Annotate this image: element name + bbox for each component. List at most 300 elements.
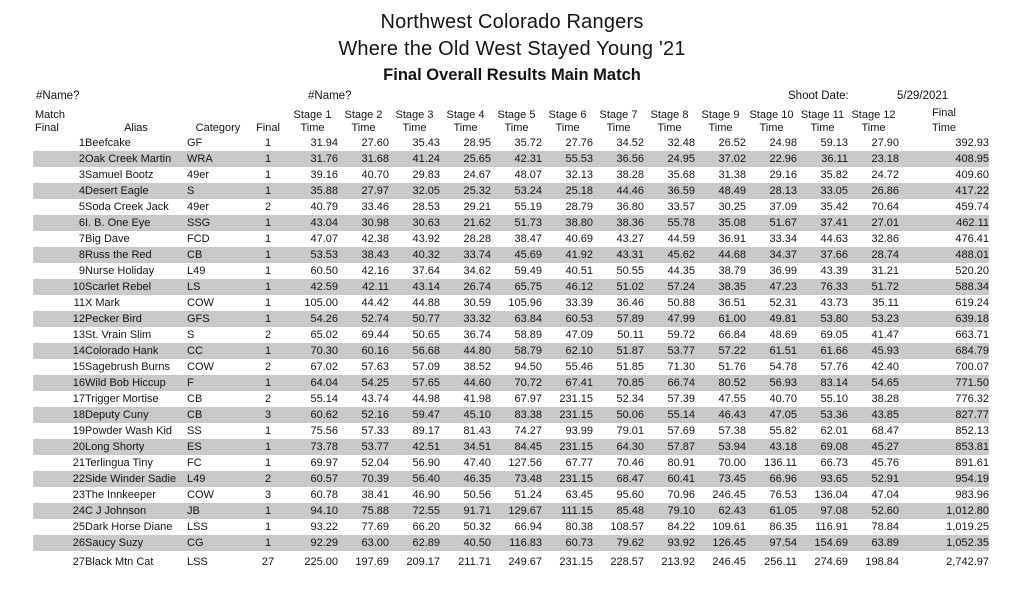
cell-stage-4-time: 34.51	[463, 441, 491, 453]
cell-category: GFS	[187, 313, 210, 325]
cell-stage-10-time: 29.16	[769, 169, 797, 181]
cell-stage-11-time: 59.13	[820, 137, 848, 149]
cell-stage-3-time: 40.32	[412, 249, 440, 261]
cell-match-final: 19	[72, 425, 85, 437]
cell-stage-9-time: 30.25	[718, 201, 746, 213]
cell-final: 1	[264, 505, 272, 517]
cell-stage-3-time: 56.68	[412, 345, 440, 357]
table-row	[33, 407, 989, 423]
meta-row	[0, 90, 1024, 106]
cell-stage-8-time: 55.14	[667, 409, 695, 421]
cell-stage-1-time: 64.04	[310, 377, 338, 389]
col-header-bottom-label: Category	[195, 122, 241, 134]
cell-stage-2-time: 75.88	[361, 505, 389, 517]
col-header-final-time	[899, 107, 989, 135]
cell-match-final: 14	[72, 345, 85, 357]
cell-stage-6-time: 62.10	[565, 345, 593, 357]
cell-stage-5-time: 105.96	[508, 297, 542, 309]
cell-category: LSS	[187, 556, 208, 568]
cell-final-time: 639.18	[955, 313, 989, 325]
cell-alias: Nurse Holiday	[85, 265, 155, 277]
cell-category: CG	[187, 537, 204, 549]
cell-stage-2-time: 60.16	[361, 345, 389, 357]
cell-stage-7-time: 36.80	[616, 201, 644, 213]
cell-stage-4-time: 33.74	[463, 249, 491, 261]
cell-match-final: 26	[72, 537, 85, 549]
col-header-top-label: Stage 11	[800, 109, 845, 121]
name-error-center: #Name?	[308, 90, 352, 102]
cell-stage-8-time: 50.88	[667, 297, 695, 309]
cell-stage-3-time: 57.65	[412, 377, 440, 389]
cell-final-time: 2,742.97	[946, 556, 989, 568]
cell-stage-9-time: 61.00	[718, 313, 746, 325]
cell-stage-12-time: 47.04	[871, 489, 899, 501]
cell-match-final: 25	[72, 521, 85, 533]
cell-alias: Deputy Cuny	[85, 409, 149, 421]
cell-stage-10-time: 136.11	[764, 457, 797, 469]
col-header-stage-2	[338, 107, 389, 135]
cell-alias: Saucy Suzy	[85, 537, 144, 549]
cell-final: 1	[264, 153, 272, 165]
cell-category: S	[187, 185, 195, 197]
cell-final: 1	[264, 313, 272, 325]
cell-alias: Long Shorty	[85, 441, 145, 453]
col-header-top-label: Stage 9	[701, 109, 740, 121]
col-header-top-label: Stage 12	[851, 109, 896, 121]
col-header-top-label: Stage 7	[599, 109, 638, 121]
col-header-top-label: Stage 4	[446, 109, 485, 121]
cell-stage-12-time: 31.21	[871, 265, 899, 277]
cell-stage-5-time: 45.69	[514, 249, 542, 261]
cell-stage-1-time: 93.22	[310, 521, 338, 533]
cell-stage-5-time: 66.94	[514, 521, 542, 533]
cell-match-final: 6	[78, 217, 85, 229]
table-row	[33, 167, 989, 183]
table-row	[33, 295, 989, 311]
cell-stage-11-time: 154.69	[814, 537, 848, 549]
cell-stage-10-time: 76.53	[769, 489, 797, 501]
cell-stage-4-time: 25.65	[463, 153, 491, 165]
cell-stage-1-time: 31.94	[310, 137, 338, 149]
cell-stage-5-time: 84.45	[514, 441, 542, 453]
cell-stage-12-time: 54.65	[871, 377, 899, 389]
cell-alias: Terlingua Tiny	[85, 457, 153, 469]
cell-stage-9-time: 246.45	[712, 489, 746, 501]
cell-stage-6-time: 60.73	[565, 537, 593, 549]
col-header-bottom-label: Alias	[124, 122, 148, 134]
cell-stage-10-time: 36.99	[769, 265, 797, 277]
cell-stage-8-time: 84.22	[667, 521, 695, 533]
cell-stage-1-time: 60.57	[310, 473, 338, 485]
cell-stage-4-time: 34.62	[463, 265, 491, 277]
cell-stage-3-time: 66.20	[412, 521, 440, 533]
cell-stage-7-time: 36.56	[616, 153, 644, 165]
cell-final: 2	[264, 393, 272, 405]
cell-stage-8-time: 57.24	[667, 281, 695, 293]
cell-stage-2-time: 77.69	[361, 521, 389, 533]
cell-stage-7-time: 50.11	[617, 329, 644, 341]
cell-stage-6-time: 40.69	[565, 233, 593, 245]
cell-stage-5-time: 59.49	[514, 265, 542, 277]
cell-category: JB	[187, 505, 200, 517]
cell-stage-11-time: 116.91	[815, 521, 848, 533]
cell-stage-4-time: 28.28	[463, 233, 491, 245]
table-row	[33, 263, 989, 279]
col-header-stage-1	[287, 107, 338, 135]
cell-alias: X Mark	[85, 297, 120, 309]
table-row	[33, 183, 989, 199]
cell-stage-1-time: 105.00	[304, 297, 338, 309]
cell-stage-9-time: 80.52	[718, 377, 746, 389]
col-header-bottom-label: Final	[256, 122, 280, 134]
col-header-bottom-label: Time	[759, 122, 784, 134]
cell-category: F	[187, 377, 194, 389]
cell-stage-6-time: 60.53	[565, 313, 593, 325]
cell-final: 1	[264, 441, 272, 453]
cell-final: 2	[264, 361, 272, 373]
cell-stage-10-time: 47.05	[769, 409, 797, 421]
cell-stage-3-time: 29.83	[412, 169, 440, 181]
cell-alias: Russ the Red	[85, 249, 152, 261]
cell-stage-4-time: 44.80	[463, 345, 491, 357]
cell-stage-3-time: 62.89	[412, 537, 440, 549]
cell-stage-12-time: 41.47	[871, 329, 899, 341]
cell-stage-8-time: 93.92	[667, 537, 695, 549]
cell-match-final: 9	[78, 265, 85, 277]
cell-alias: Beefcake	[85, 137, 131, 149]
table-row	[33, 311, 989, 327]
cell-stage-8-time: 24.95	[667, 153, 695, 165]
cell-stage-3-time: 35.43	[412, 137, 440, 149]
cell-stage-3-time: 209.17	[406, 556, 440, 568]
cell-stage-8-time: 35.68	[667, 169, 695, 181]
cell-stage-9-time: 26.52	[718, 137, 746, 149]
cell-stage-4-time: 41.98	[463, 393, 491, 405]
cell-alias: Side Winder Sadie	[85, 473, 177, 485]
cell-final-time: 476.41	[955, 233, 989, 245]
cell-stage-6-time: 67.77	[565, 457, 593, 469]
col-header-final	[249, 107, 287, 135]
cell-category: CB	[187, 409, 203, 421]
col-header-bottom-label: Final	[35, 122, 59, 134]
cell-stage-5-time: 70.72	[514, 377, 542, 389]
cell-alias: Samuel Bootz	[85, 169, 154, 181]
col-header-top-label: Stage 8	[650, 109, 689, 121]
cell-stage-1-time: 75.56	[310, 425, 338, 437]
cell-stage-10-time: 256.11	[764, 556, 797, 568]
cell-stage-11-time: 97.08	[820, 505, 848, 517]
cell-stage-1-time: 42.59	[310, 281, 338, 293]
cell-final-time: 588.34	[955, 281, 989, 293]
cell-stage-11-time: 76.33	[820, 281, 848, 293]
cell-category: COW	[187, 361, 214, 373]
cell-stage-2-time: 27.60	[361, 137, 389, 149]
cell-stage-8-time: 57.87	[667, 441, 695, 453]
cell-stage-7-time: 70.46	[616, 457, 644, 469]
cell-stage-3-time: 37.64	[412, 265, 440, 277]
cell-stage-7-time: 64.30	[616, 441, 644, 453]
cell-stage-10-time: 48.69	[769, 329, 797, 341]
results-table	[33, 107, 989, 568]
cell-stage-1-time: 70.30	[310, 345, 338, 357]
name-error-left: #Name?	[36, 90, 80, 102]
cell-stage-10-time: 86.35	[769, 521, 797, 533]
cell-stage-8-time: 45.62	[667, 249, 695, 261]
cell-stage-9-time: 38.35	[718, 281, 746, 293]
shoot-date-value: 5/29/2021	[897, 90, 949, 102]
cell-stage-5-time: 65.75	[514, 281, 542, 293]
cell-alias: Big Dave	[85, 233, 130, 245]
cell-final-time: 852.13	[955, 425, 989, 437]
cell-stage-10-time: 24.98	[769, 137, 797, 149]
header-row	[33, 107, 989, 135]
cell-stage-2-time: 42.38	[361, 233, 389, 245]
cell-stage-8-time: 57.69	[667, 425, 695, 437]
cell-stage-2-time: 42.11	[362, 281, 389, 293]
cell-stage-2-time: 38.41	[361, 489, 389, 501]
cell-stage-7-time: 51.85	[616, 361, 644, 373]
cell-stage-5-time: 67.97	[514, 393, 542, 405]
org-title: Northwest Colorado Rangers	[380, 11, 644, 33]
cell-stage-12-time: 28.74	[871, 249, 899, 261]
cell-match-final: 21	[72, 457, 85, 469]
col-header-bottom-label: Time	[402, 122, 427, 134]
cell-alias: Colorado Hank	[85, 345, 159, 357]
cell-stage-5-time: 55.19	[514, 201, 542, 213]
col-header-match-final	[33, 107, 85, 135]
cell-stage-4-time: 40.50	[463, 537, 491, 549]
cell-stage-2-time: 31.68	[361, 153, 389, 165]
cell-stage-6-time: 55.46	[565, 361, 593, 373]
cell-stage-7-time: 228.57	[610, 556, 644, 568]
cell-category: 49er	[187, 169, 210, 181]
table-row	[33, 439, 989, 455]
cell-stage-11-time: 33.05	[820, 185, 848, 197]
cell-stage-7-time: 68.47	[616, 473, 644, 485]
cell-stage-4-time: 50.32	[463, 521, 491, 533]
cell-stage-8-time: 44.59	[667, 233, 695, 245]
cell-stage-3-time: 44.88	[412, 297, 440, 309]
cell-stage-2-time: 40.70	[361, 169, 389, 181]
cell-final: 2	[264, 329, 272, 341]
cell-final: 1	[264, 265, 272, 277]
cell-final: 1	[264, 185, 272, 197]
col-header-stage-3	[389, 107, 440, 135]
cell-final: 1	[264, 137, 272, 149]
col-header-stage-9	[695, 107, 746, 135]
cell-alias: Oak Creek Martin	[85, 153, 172, 165]
cell-stage-9-time: 48.49	[718, 185, 746, 197]
cell-match-final: 4	[78, 185, 85, 197]
col-header-bottom-label: Time	[657, 122, 682, 134]
cell-stage-12-time: 23.18	[871, 153, 899, 165]
cell-final-time: 462.11	[956, 217, 989, 229]
cell-stage-9-time: 70.00	[718, 457, 746, 469]
col-header-top-label: Stage 2	[344, 109, 383, 121]
cell-alias: The Innkeeper	[85, 489, 156, 501]
cell-stage-4-time: 91.71	[463, 505, 491, 517]
cell-stage-7-time: 52.34	[616, 393, 644, 405]
cell-stage-10-time: 52.31	[769, 297, 797, 309]
cell-stage-5-time: 35.72	[514, 137, 542, 149]
col-header-bottom-label: Time	[810, 122, 835, 134]
cell-stage-2-time: 33.46	[361, 201, 389, 213]
cell-stage-4-time: 24.67	[463, 169, 491, 181]
cell-stage-3-time: 72.55	[412, 505, 440, 517]
cell-stage-10-time: 97.54	[769, 537, 797, 549]
cell-stage-3-time: 32.05	[412, 185, 440, 197]
cell-stage-5-time: 116.83	[509, 537, 542, 549]
cell-match-final: 20	[72, 441, 85, 453]
cell-stage-1-time: 31.76	[310, 153, 338, 165]
table-row	[33, 343, 989, 359]
cell-alias: Wild Bob Hiccup	[85, 377, 166, 389]
cell-stage-6-time: 93.99	[565, 425, 593, 437]
cell-stage-7-time: 38.28	[616, 169, 644, 181]
cell-stage-1-time: 43.04	[310, 217, 338, 229]
cell-stage-12-time: 52.60	[871, 505, 899, 517]
cell-stage-11-time: 35.82	[820, 169, 848, 181]
col-header-stage-7	[593, 107, 644, 135]
table-row	[33, 327, 989, 343]
cell-stage-9-time: 44.68	[718, 249, 746, 261]
cell-stage-12-time: 45.76	[871, 457, 899, 469]
cell-alias: Desert Eagle	[85, 185, 149, 197]
cell-stage-10-time: 40.70	[769, 393, 797, 405]
cell-stage-1-time: 60.50	[310, 265, 338, 277]
cell-stage-12-time: 42.40	[871, 361, 899, 373]
cell-stage-7-time: 51.02	[616, 281, 644, 293]
table-row	[33, 279, 989, 295]
col-header-bottom-label: Time	[555, 122, 580, 134]
cell-stage-4-time: 47.40	[463, 457, 491, 469]
col-header-stage-4	[440, 107, 491, 135]
cell-stage-2-time: 63.00	[361, 537, 389, 549]
cell-stage-6-time: 27.76	[565, 137, 593, 149]
cell-category: CC	[187, 345, 203, 357]
cell-stage-1-time: 35.88	[310, 185, 338, 197]
cell-stage-2-time: 69.44	[361, 329, 389, 341]
cell-stage-10-time: 54.78	[769, 361, 797, 373]
cell-stage-1-time: 92.29	[310, 537, 338, 549]
cell-stage-2-time: 197.69	[355, 556, 389, 568]
table-row	[33, 487, 989, 503]
cell-final: 1	[264, 169, 272, 181]
cell-stage-6-time: 55.53	[565, 153, 593, 165]
col-header-top-label: Stage 10	[749, 109, 794, 121]
cell-stage-10-time: 33.34	[769, 233, 797, 245]
table-row	[33, 535, 989, 551]
cell-stage-5-time: 51.24	[514, 489, 542, 501]
cell-match-final: 10	[72, 281, 85, 293]
cell-stage-9-time: 46.43	[718, 409, 746, 421]
cell-stage-12-time: 78.84	[871, 521, 899, 533]
table-row	[33, 423, 989, 439]
cell-category: ES	[187, 441, 202, 453]
cell-stage-6-time: 40.51	[565, 265, 593, 277]
cell-final: 2	[264, 201, 272, 213]
cell-stage-11-time: 35.42	[820, 201, 848, 213]
cell-final-time: 392.93	[955, 137, 989, 149]
cell-stage-2-time: 52.74	[361, 313, 389, 325]
cell-category: FCD	[187, 233, 210, 245]
col-header-bottom-label: Time	[931, 122, 957, 134]
cell-stage-7-time: 50.06	[616, 409, 644, 421]
cell-stage-7-time: 95.60	[616, 489, 644, 501]
cell-stage-9-time: 31.38	[718, 169, 746, 181]
cell-stage-5-time: 53.24	[514, 185, 542, 197]
cell-stage-8-time: 44.35	[667, 265, 695, 277]
cell-stage-1-time: 69.97	[310, 457, 338, 469]
cell-category: L49	[187, 265, 206, 277]
cell-stage-12-time: 45.93	[871, 345, 899, 357]
cell-stage-4-time: 29.21	[463, 201, 491, 213]
cell-stage-2-time: 38.43	[361, 249, 389, 261]
cell-final: 1	[264, 233, 272, 245]
cell-stage-5-time: 94.50	[514, 361, 542, 373]
cell-stage-4-time: 30.59	[463, 297, 491, 309]
cell-stage-7-time: 43.31	[616, 249, 644, 261]
cell-final: 1	[264, 217, 272, 229]
table-body	[33, 135, 989, 568]
cell-stage-2-time: 30.98	[361, 217, 389, 229]
cell-alias: I. B. One Eye	[85, 217, 151, 229]
table-row	[33, 199, 989, 215]
table-row	[33, 231, 989, 247]
cell-stage-7-time: 44.46	[616, 185, 644, 197]
cell-stage-11-time: 61.66	[820, 345, 848, 357]
cell-category: CB	[187, 249, 203, 261]
col-header-top-label: Stage 1	[293, 109, 332, 121]
cell-stage-11-time: 66.73	[820, 457, 848, 469]
cell-stage-12-time: 43.85	[871, 409, 899, 421]
cell-stage-4-time: 44.60	[463, 377, 491, 389]
cell-stage-6-time: 231.15	[559, 393, 593, 405]
cell-stage-9-time: 57.38	[718, 425, 746, 437]
cell-stage-11-time: 55.10	[820, 393, 848, 405]
cell-stage-9-time: 66.84	[718, 329, 746, 341]
cell-category: FC	[187, 457, 202, 469]
cell-stage-12-time: 38.28	[871, 393, 899, 405]
cell-stage-5-time: 38.47	[514, 233, 542, 245]
cell-stage-1-time: 225.00	[304, 556, 338, 568]
cell-stage-6-time: 47.09	[565, 329, 593, 341]
cell-final-time: 983.96	[955, 489, 989, 501]
cell-stage-1-time: 67.02	[310, 361, 338, 373]
cell-stage-4-time: 46.35	[463, 473, 491, 485]
cell-category: SSG	[187, 217, 211, 229]
cell-final: 3	[264, 489, 272, 501]
cell-stage-12-time: 63.89	[871, 537, 899, 549]
cell-match-final: 3	[78, 169, 85, 181]
cell-alias: Dark Horse Diane	[85, 521, 173, 533]
cell-stage-4-time: 21.62	[463, 217, 491, 229]
cell-stage-11-time: 44.63	[820, 233, 848, 245]
cell-stage-2-time: 27.97	[361, 185, 389, 197]
cell-stage-1-time: 60.78	[310, 489, 338, 501]
cell-final-time: 891.61	[955, 457, 989, 469]
cell-match-final: 13	[72, 329, 85, 341]
cell-category: COW	[187, 489, 214, 501]
cell-final-time: 1,019.25	[946, 521, 989, 533]
cell-stage-9-time: 37.02	[718, 153, 746, 165]
col-header-stage-5	[491, 107, 542, 135]
cell-stage-7-time: 57.89	[616, 313, 644, 325]
cell-stage-5-time: 51.73	[514, 217, 542, 229]
cell-stage-11-time: 43.39	[820, 265, 848, 277]
col-header-bottom-label: Time	[504, 122, 529, 134]
cell-stage-10-time: 66.96	[769, 473, 797, 485]
